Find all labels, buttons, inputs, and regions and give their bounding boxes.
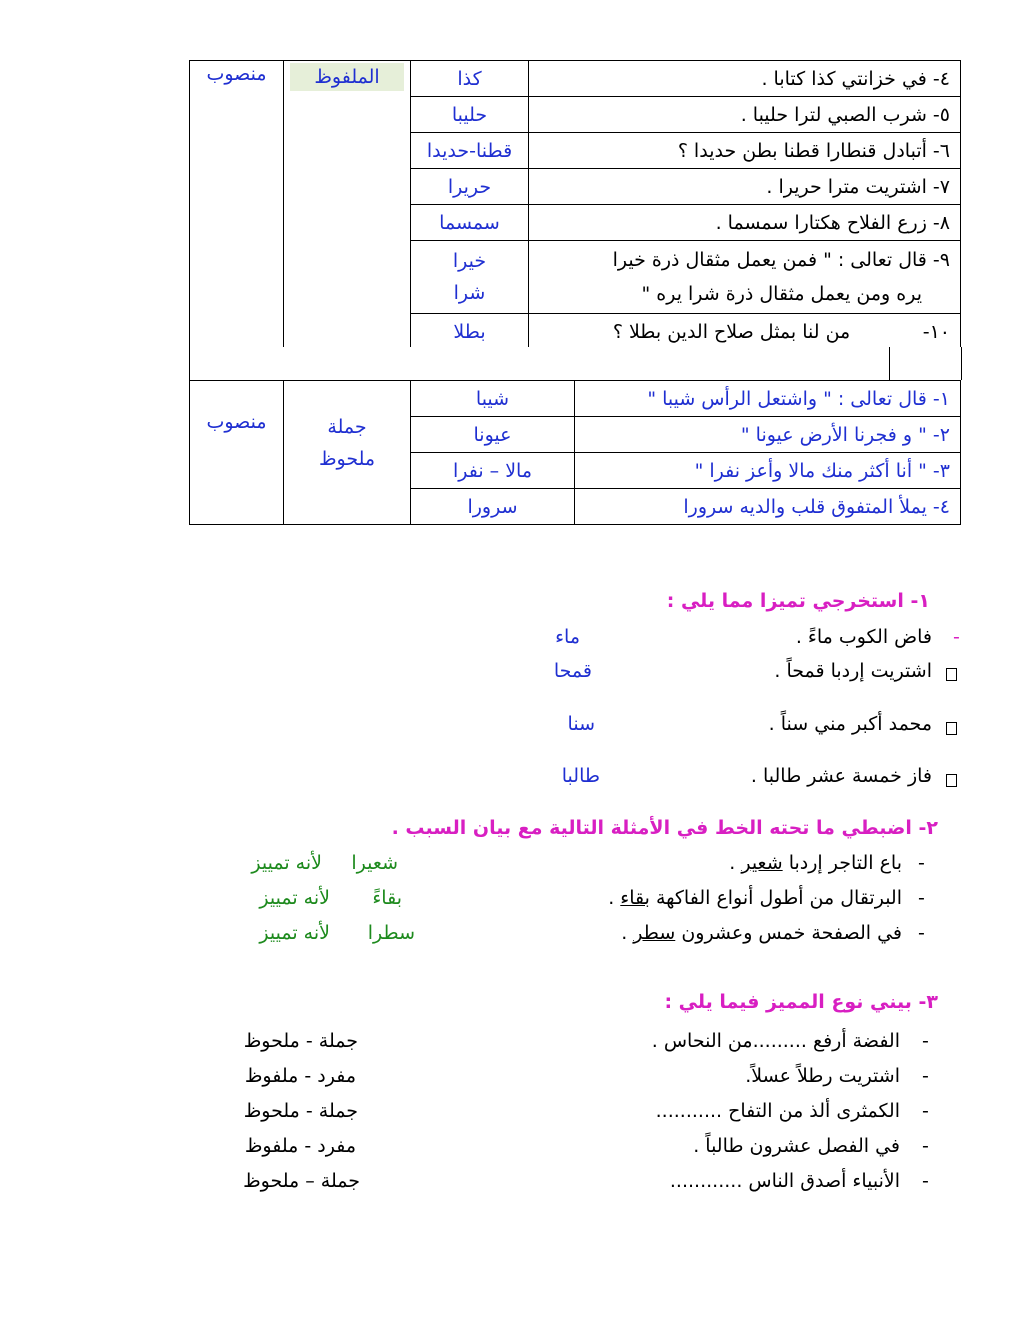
q2-sentence-post: . bbox=[729, 852, 742, 874]
dash: - bbox=[922, 1100, 929, 1122]
q1-item-answer: ماء bbox=[555, 626, 580, 648]
q2-underlined-word: سطر bbox=[633, 922, 676, 944]
q2-underlined-word: بقاء bbox=[620, 887, 650, 909]
q2-title: ٢- اضبطي ما تحته الخط في الأمثلة التالية مع بيان السبب . bbox=[391, 817, 938, 839]
sentence-cell: ٥- شرب الصبي لترا حليبا . bbox=[529, 97, 961, 133]
sentence-line-2: يره ومن يعمل مثقال ذرة شرا يره " bbox=[641, 283, 922, 305]
dash: - bbox=[918, 887, 925, 909]
case-cell: منصوب bbox=[190, 61, 284, 381]
q3-item-text: اشتريت رطلاً عسلاً. bbox=[745, 1065, 900, 1087]
q2-item-sentence bbox=[729, 852, 902, 874]
q2-item-reason: لأنه تمييز bbox=[259, 887, 330, 909]
type-cell: جملة ملحوظ bbox=[284, 381, 411, 525]
dash: - bbox=[922, 1135, 929, 1157]
table-tamyiz-malfooz bbox=[189, 60, 961, 381]
sentence-line-1: ٩- قال تعالى : " فمن يعمل مثقال ذرة خيرا bbox=[612, 249, 950, 271]
q2-sentence-pre: في الصفحة خمس وعشرون bbox=[675, 922, 902, 944]
sentence-cell: ٦- أتبادل قنطارا قطنا بطن حديدا ؟ bbox=[529, 133, 961, 169]
sentence-cell: ٧- اشتريت مترا حريرا . bbox=[529, 169, 961, 205]
q1-marker: - bbox=[953, 626, 960, 648]
q2-item-word: سطرا bbox=[367, 922, 415, 944]
answer-cell: سرورا bbox=[411, 489, 575, 525]
q3-item-text: الأنبياء أصدق الناس ............ bbox=[669, 1170, 900, 1192]
answer-cell: كذا bbox=[411, 61, 529, 97]
q3-item-answer: جملة - ملحوظ bbox=[243, 1100, 358, 1122]
answer-cell: قطنا-حديدا bbox=[411, 133, 529, 169]
type-label: الملفوظ bbox=[290, 63, 404, 91]
checkbox-icon bbox=[946, 668, 957, 681]
q1-item-answer: سنا bbox=[567, 713, 595, 735]
q1-item-answer: طالبا bbox=[561, 765, 600, 787]
table-row bbox=[190, 61, 961, 97]
sentence-cell: ٤- في خزانتي كذا كتابا . bbox=[529, 61, 961, 97]
divider bbox=[189, 347, 962, 380]
checkbox-icon bbox=[946, 774, 957, 787]
dash: - bbox=[922, 1030, 929, 1052]
type-cell bbox=[284, 61, 411, 381]
answer-cell bbox=[411, 241, 529, 314]
answer-line-2: شرا bbox=[453, 282, 486, 304]
sentence-cell: ١- قال تعالى : " واشتعل الرأس شيبا " bbox=[575, 381, 961, 417]
answer-cell: سمسما bbox=[411, 205, 529, 241]
divider bbox=[889, 347, 890, 380]
q1-title: ١- استخرجي تميزا مما يلي : bbox=[666, 590, 930, 612]
q1-item-text: فاز خمسة عشر طالبا . bbox=[750, 765, 932, 787]
q2-sentence-pre: باع التاجر إردبا bbox=[782, 852, 902, 874]
q1-item-answer: قمحا bbox=[553, 660, 592, 682]
answer-cell: حريرا bbox=[411, 169, 529, 205]
table-tamyiz-malhooz bbox=[189, 380, 961, 525]
answer-cell: حليبا bbox=[411, 97, 529, 133]
q3-item-answer: مفرد - ملفوظ bbox=[244, 1135, 356, 1157]
dash: - bbox=[918, 852, 925, 874]
q3-title: ٣- بيني نوع المميز فيما يلي : bbox=[664, 991, 938, 1013]
dash: - bbox=[922, 1065, 929, 1087]
answer-cell: بطلا bbox=[411, 314, 529, 350]
q2-sentence-post: . bbox=[608, 887, 621, 909]
answer-cell: عيونا bbox=[411, 417, 575, 453]
answer-cell: مالا – نفرا bbox=[411, 453, 575, 489]
q2-sentence-post: . bbox=[621, 922, 634, 944]
q2-item-reason: لأنه تمييز bbox=[251, 852, 322, 874]
q3-item-text: الفضة أرفع .........من النحاس . bbox=[651, 1030, 900, 1052]
answer-line-1: خيرا bbox=[452, 250, 487, 272]
q2-item-word: شعيرا bbox=[351, 852, 398, 874]
q1-item-text: محمد أكبر مني سناً . bbox=[768, 713, 932, 735]
q2-underlined-word: شعير bbox=[741, 852, 783, 874]
q1-item-text: فاض الكوب ماءً . bbox=[795, 626, 932, 648]
q3-item-answer: مفرد - ملفوظ bbox=[244, 1065, 356, 1087]
q2-item-word: بقاءً bbox=[372, 887, 402, 909]
q3-item-answer: جملة – ملحوظ bbox=[243, 1170, 360, 1192]
q3-item-text: الكمثرى ألذ من التفاح ........... bbox=[655, 1100, 900, 1122]
q3-item-text: في الفصل عشرون طالباً . bbox=[693, 1135, 900, 1157]
q1-item-text: اشتريت إردبا قمحاً . bbox=[774, 660, 932, 682]
sentence-cell: ٢- " و فجرنا الأرض عيونا " bbox=[575, 417, 961, 453]
sentence-cell: ٤- يملأ المتفوق قلب والديه سرورا bbox=[575, 489, 961, 525]
sentence-cell: ٨- زرع الفلاح هكتارا سمسما . bbox=[529, 205, 961, 241]
q2-item-sentence bbox=[621, 922, 902, 944]
sentence-cell bbox=[529, 241, 961, 314]
sentence-cell: ١٠- من لنا بمثل صلاح الدين بطلا ؟ bbox=[529, 314, 961, 350]
dash: - bbox=[922, 1170, 929, 1192]
sentence-cell: ٣- " أنا أكثر منك مالا وأعز نفرا " bbox=[575, 453, 961, 489]
checkbox-icon bbox=[946, 722, 957, 735]
case-cell: منصوب bbox=[190, 381, 284, 525]
q2-sentence-pre: البرتقال من أطول أنواع الفاكهة bbox=[649, 887, 902, 909]
q3-item-answer: جملة - ملحوظ bbox=[243, 1030, 358, 1052]
table-row bbox=[190, 381, 961, 417]
q2-item-reason: لأنه تمييز bbox=[259, 922, 330, 944]
dash: - bbox=[918, 922, 925, 944]
answer-cell: شيبا bbox=[411, 381, 575, 417]
q2-item-sentence bbox=[608, 887, 902, 909]
